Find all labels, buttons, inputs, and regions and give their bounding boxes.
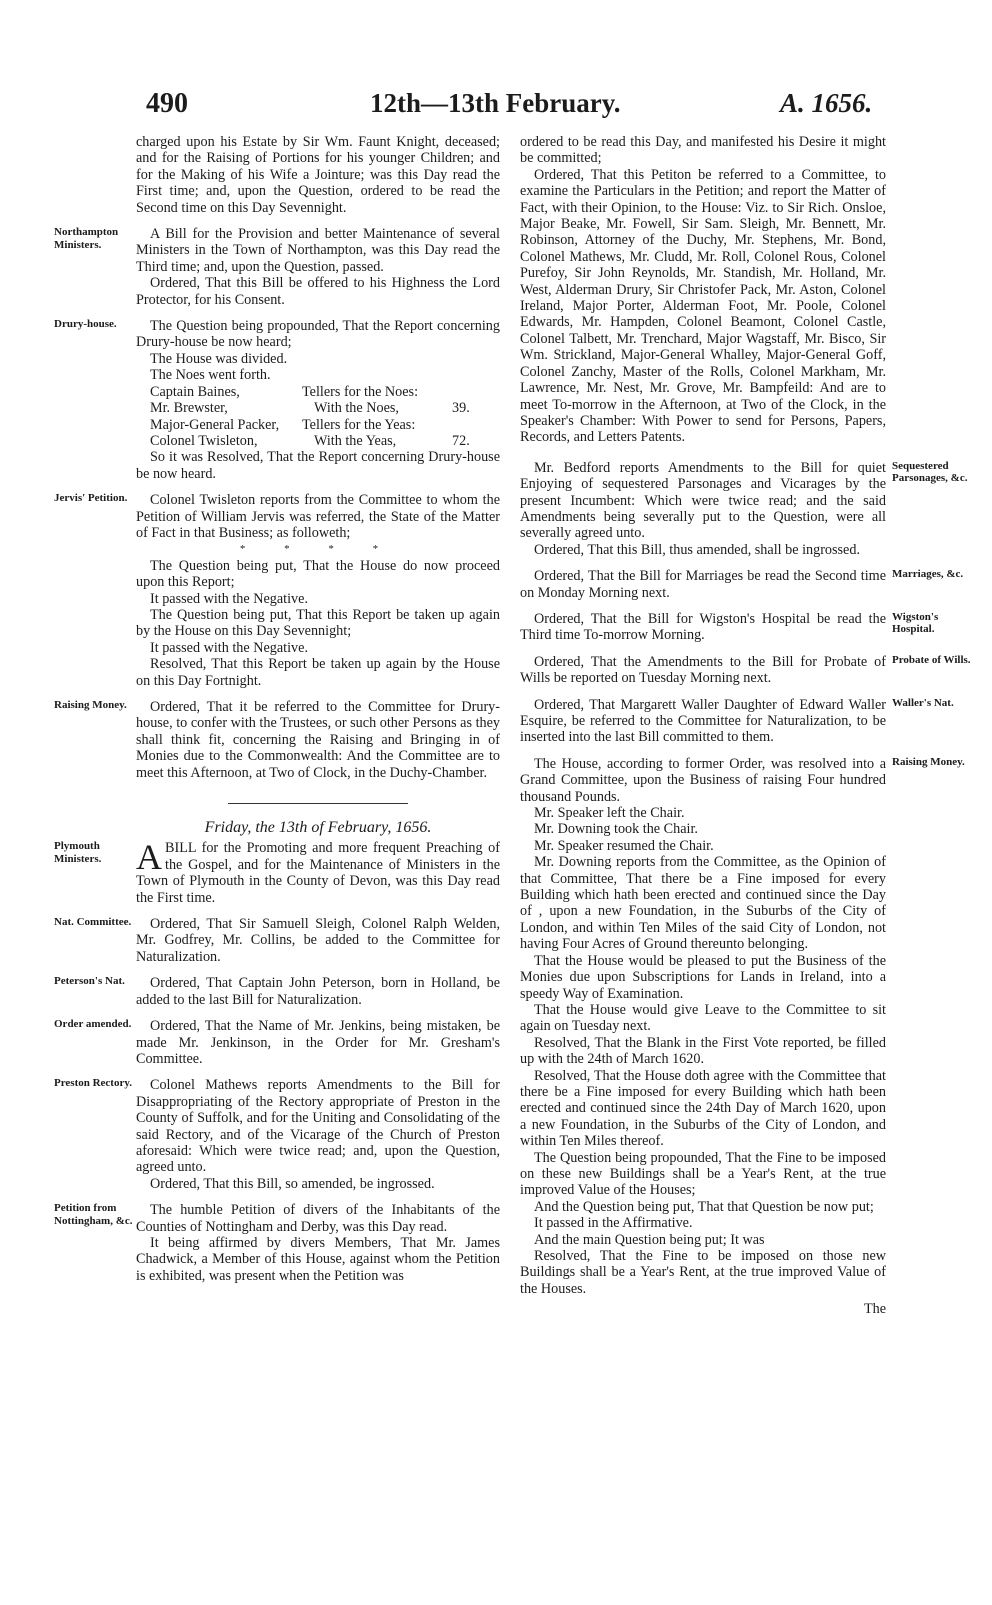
page-header — [0, 88, 992, 128]
margin-note: Wigston's Hospital. — [892, 610, 939, 636]
entry-order-amended — [54, 1018, 500, 1067]
paragraph: Ordered, That this Bill, so amended, be ingrossed. — [150, 1175, 435, 1192]
margin-note: Plymouth Ministers. — [54, 840, 102, 865]
paragraph: The House, according to former Order, was resolved into a Grand Committee, upon the Business of raising Four hundred thousand Pounds. — [520, 755, 886, 805]
paragraph: Ordered, That Margarett Waller Daughter of Edward Waller Esquire, be referred to the Committee for Naturalization, to be inserted into the last Bill committed to them. — [520, 696, 886, 746]
margin-note: Peterson's Nat. — [54, 975, 125, 988]
paragraph: Mr. Speaker resumed the Chair. — [534, 837, 714, 854]
teller-name: Captain Baines, — [150, 383, 240, 400]
margin-note: Jervis' Petition. — [54, 492, 128, 505]
teller-role: With the Yeas, — [314, 432, 397, 449]
paragraph: That the House would give Leave to the Committee to sit again on Tuesday next. — [520, 1001, 886, 1035]
page-number: 490 — [146, 88, 188, 119]
paragraph: Ordered, That the Bill for Wigston's Hospital be read the Third time To-morrow Morning. — [520, 610, 886, 644]
paragraph: Mr. Downing reports from the Committee, as the Opinion of that Committee, That there be a Fine imposed for every Building which hath been erected and continued since the Day of , upon a new Foundation, in the Suburbs of the City of London, and within Ten Miles of the said City of London, not having Four Acres of Ground thereunto belonging. — [520, 854, 886, 953]
paragraph: The House was divided. — [150, 350, 288, 367]
paragraph: Resolved, That the Fine to be imposed on those new Buildings shall be a Year's Rent, at the true improved Value of the Houses. — [520, 1248, 886, 1297]
teller-count: 39. — [452, 400, 470, 417]
paragraph: The Question being put, That this Report be taken up again by the House on this Day Sevennight; — [136, 606, 500, 640]
paragraph: Mr. Bedford reports Amendments to the Bill for quiet Enjoying of sequestered Parsonages and Vicarages by the present Incumbent: Which were twice read; and the said Amendments being severally put to the Question, were all severally agreed unto. — [520, 459, 886, 542]
entry-raising-money — [54, 699, 500, 781]
paragraph — [136, 837, 500, 906]
entry-marriages — [520, 568, 964, 601]
margin-note: Raising Money. — [892, 755, 965, 768]
paragraph-text: BILL for the Promoting and more frequent Preaching of the Gospel, and for the Maintenance of Ministers in the Town of Plymouth in the County of Devon, was this Day read the First time. — [136, 840, 500, 906]
teller-name: Colonel Twisleton, — [150, 432, 258, 449]
margin-note: Marriages, &c. — [892, 568, 964, 581]
paragraph: Ordered, That the Name of Mr. Jenkins, being mistaken, be made Mr. Jenkinson, in the Order for Mr. Gresham's Committee. — [136, 1018, 500, 1067]
drop-cap: A — [136, 837, 162, 878]
teller-row — [150, 417, 514, 433]
paragraph: Ordered, That the Bill for Marriages be read the Second time on Monday Morning next. — [520, 568, 886, 601]
paragraph: So it was Resolved, That the Report concerning Drury-house be now heard. — [136, 449, 500, 482]
teller-role: Tellers for the Noes: — [302, 383, 419, 400]
entry-waller — [520, 696, 954, 746]
teller-name: Major-General Packer, — [150, 416, 280, 433]
paragraph: Ordered, That it be referred to the Committee for Drury-house, to confer with the Trustees, or such other Persons as they shall think fit, concerning the Raising and Bringing in of Monies due to the Commonwealth: And the Committee are to meet this Afternoon, at Two of Clock, in the Duchy-Chamber. — [136, 699, 500, 781]
teller-name: Mr. Brewster, — [150, 400, 228, 417]
left-column — [54, 134, 500, 1294]
entry-northampton — [54, 226, 500, 308]
entry-raising-money-grand-committee — [520, 755, 965, 1318]
teller-count — [452, 384, 514, 400]
entry-drury-house — [54, 318, 500, 482]
teller-row — [150, 433, 514, 449]
margin-note: Northampton Ministers. — [54, 226, 119, 251]
header-year: A. 1656. — [780, 88, 873, 118]
teller-count — [452, 417, 514, 433]
margin-note: Petition from Nottingham, &c. — [54, 1202, 133, 1227]
margin-note: Drury-house. — [54, 318, 117, 331]
entry-probate — [520, 653, 971, 687]
teller-count: 72. — [452, 432, 470, 449]
margin-note: Preston Rectory. — [54, 1077, 132, 1090]
paragraph: Colonel Twisleton reports from the Committee to whom the Petition of William Jervis was referred, the State of the Matter of Fact in that Business; as followeth; — [136, 492, 500, 541]
teller-row — [150, 400, 514, 416]
header-date: 12th—13th February. — [370, 88, 621, 118]
paragraph: charged upon his Estate by Sir Wm. Faunt Knight, deceased; and for the Raising of Portions for his younger Children; and for the Making of his Wife a Jointure; was this Day read the First time; and, upon the Question, ordered to be read the Second time on this Day Sevennight. — [136, 134, 500, 216]
paragraph: It passed with the Negative. — [150, 639, 308, 656]
entry-nottingham-cont — [520, 134, 886, 446]
section-divider — [228, 803, 408, 804]
paragraph: Ordered, That this Bill, thus amended, shall be ingrossed. — [534, 541, 860, 558]
paragraph: Ordered, That this Petiton be referred to a Committee, to examine the Particulars in the Petition; and report the Matter of Fact, with their Opinion, to the House: Viz. to Sir Rich. Onsloe, Major Beake, Mr. Fowell, Sir Sam. Sleigh, Mr. Bennett, Mr. Robinson, Attorney of the Duchy, Mr. Stephens, Mr. Bond, Colonel Mathews, Mr. Cludd, Mr. Roll, Colonel Rous, Colonel Purefoy, Sir John Reynolds, Mr. Standish, Mr. Holland, Mr. West, Alderman Drury, Sir Christofer Pack, Mr. Aston, Colonel Ireland, Major Porter, Alderman Foot, Mr. Poole, Colonel Edwards, Mr. Hampden, Colonel Beamont, Colonel Castle, Colonel Talbett, Mr. Trenchard, Major Wagstaff, Mr. Bisco, Sir Wm. Strickland, Major-General Whalley, Major-General Goff, Colonel Zanchy, Master of the Rolls, Colonel Markham, Mr. Lawrence, Mr. Nest, Mr. Grove, Mr. Bampfeild: And are to meet To-morrow in the Afternoon, at Two of the Clock, in the Speaker's Chamber: With Power to send for Persons, Papers, Records, and Letters Patents. — [520, 166, 886, 446]
paragraph: It being affirmed by divers Members, That Mr. James Chadwick, a Member of this House, against whom the Petition is exhibited, was present when the Petition was — [136, 1234, 500, 1284]
teller-role: Tellers for the Yeas: — [302, 416, 416, 433]
entry-jervis-petition — [54, 492, 500, 689]
paragraph: And the Question being put, That that Question be now put; — [534, 1198, 874, 1215]
paragraph: The Question being put, That the House do now proceed upon this Report; — [136, 557, 500, 591]
paragraph: A Bill for the Provision and better Maintenance of several Ministers in the Town of Northampton, was this Day read the Third time; and, upon the Question, passed. — [136, 226, 500, 275]
paragraph: Resolved, That the House doth agree with the Committee that there be a Fine imposed for every Building which hath been erected and continued since the 24th Day of March 1620, upon a new Foundation, in the Suburbs of the City of London, and within Ten Miles thereof. — [520, 1067, 886, 1150]
paragraph: The Noes went forth. — [150, 367, 271, 384]
tellers-table — [150, 384, 514, 450]
paragraph: Mr. Downing took the Chair. — [534, 821, 698, 838]
paragraph: That the House would be pleased to put the Business of the Monies due upon Subscriptions for Lands in Ireland, into a speedy Way of Examination. — [520, 952, 886, 1002]
entry-nat-committee — [54, 916, 500, 965]
right-column — [520, 134, 971, 1328]
margin-note: Sequestered Parsonages, &c. — [892, 459, 968, 485]
teller-row — [150, 384, 514, 400]
paragraph: Colonel Mathews reports Amendments to the Bill for Disappropriating of the Rectory appropriate of Preston in the County of Suffolk, and for the Uniting and Consolidating of the said Rectory, and of the Vicarage of the Church of Preston aforesaid: Which were twice read; and, upon the Question, agreed unto. — [136, 1077, 500, 1176]
paragraph: Resolved, That this Report be taken up again by the House on this Day Fortnight. — [136, 656, 500, 689]
entry-nottingham — [54, 1202, 500, 1284]
paragraph: It passed with the Negative. — [150, 590, 308, 607]
margin-note: Waller's Nat. — [892, 696, 954, 709]
teller-role: With the Noes, — [314, 400, 399, 417]
margin-note: Raising Money. — [54, 699, 127, 711]
entry-sequestered — [520, 459, 968, 558]
catchword: The — [863, 1301, 886, 1318]
paragraph: The humble Petition of divers of the Inhabitants of the Counties of Nottingham and Derby, was this Day read. — [136, 1202, 500, 1235]
paragraph: The Question being propounded, That the Fine to be imposed on these new Buildings shall be a Year's Rent, at the true improved Value of the Houses; — [520, 1149, 886, 1199]
entry-faunt-bill — [136, 134, 500, 216]
margin-note: Order amended. — [54, 1018, 132, 1031]
paragraph: Ordered, That the Amendments to the Bill for Probate of Wills be reported on Tuesday Morning next. — [520, 653, 886, 687]
paragraph: Ordered, That Captain John Peterson, born in Holland, be added to the last Bill for Naturalization. — [136, 975, 500, 1008]
paragraph: ordered to be read this Day, and manifested his Desire it might be committed; — [520, 134, 886, 167]
paragraph: Mr. Speaker left the Chair. — [534, 805, 685, 822]
margin-note: Probate of Wills. — [892, 653, 971, 666]
day-heading: Friday, the 13th of February, 1656. — [204, 819, 432, 837]
paragraph: Resolved, That the Blank in the First Vote reported, be filled up with the 24th of March 1620. — [520, 1034, 886, 1068]
paragraph: Ordered, That Sir Samuell Sleigh, Colonel Ralph Welden, Mr. Godfrey, Mr. Collins, be added to the Committee for Naturalization. — [136, 916, 500, 965]
paragraph: The Question being propounded, That the Report concerning Drury-house be now heard; — [136, 318, 500, 351]
entry-peterson — [54, 975, 500, 1008]
margin-note: Nat. Committee. — [54, 916, 132, 929]
paragraph: Ordered, That this Bill be offered to his Highness the Lord Protector, for his Consent. — [136, 275, 500, 308]
entry-plymouth — [54, 837, 500, 906]
paragraph: And the main Question being put; It was — [534, 1231, 765, 1248]
entry-wigston — [520, 610, 939, 644]
paragraph: It passed in the Affirmative. — [534, 1215, 693, 1232]
entry-preston — [54, 1077, 500, 1192]
omission-stars: * * * * — [239, 543, 397, 556]
